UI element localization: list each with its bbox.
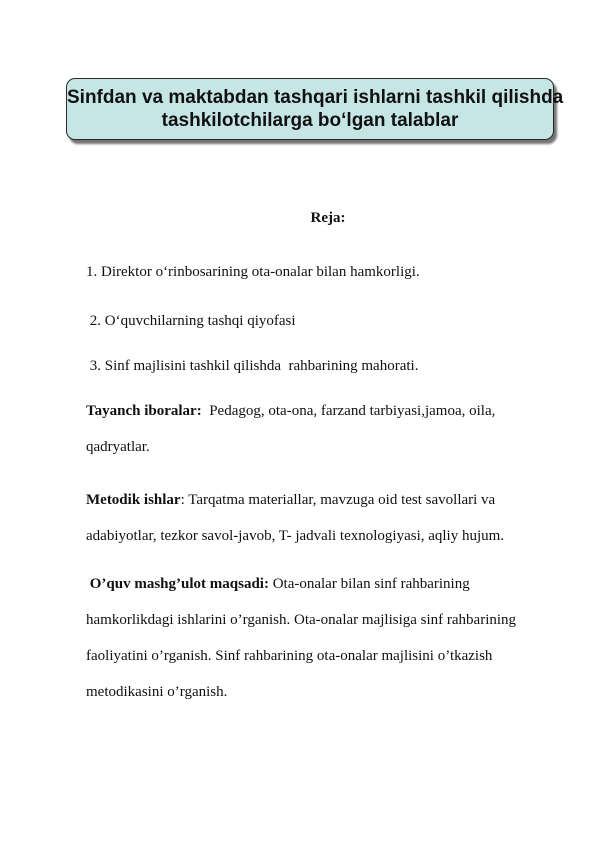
key-terms-label: Tayanch iboralar: (86, 403, 202, 419)
methods-text: : Tarqatma materiallar, mavzuga oid test savollari va adabiyotlar, tezkor savol-javob, T- jadvali texnologiyasi, aqliy hujum. (86, 492, 505, 544)
goal-paragraph (86, 566, 556, 710)
goal-text: Ota-onalar bilan sinf rahbarining hamkorlikdagi ishlarini o’rganish. Ota-onalar majlisiga sinf rahbarining faoliyatini o’rganish. Sinf rahbarining ota-onalar majlisini o’tkazish metodikasini o’rganish. (86, 576, 517, 700)
plan-item-2: 2. O‘quvchilarning tashqi qiyofasi (86, 313, 296, 329)
title-line-1: Sinfdan va maktabdan tashqari ishlarni tashkil qilishda (67, 87, 564, 108)
key-terms-paragraph (86, 393, 556, 465)
goal-label: O’quv mashg’ulot maqsadi: (86, 576, 269, 592)
plan-item-3: 3. Sinf majlisini tashkil qilishda rahbarining mahorati. (86, 358, 419, 374)
key-terms-text: Pedagog, ota-ona, farzand tarbiyasi,jamoa, oila, qadryatlar. (86, 403, 500, 455)
methods-label: Metodik ishlar (86, 492, 181, 508)
plan-heading: Reja: (310, 210, 346, 226)
plan-item-1: 1. Direktor o‘rinbosarining ota-onalar bilan hamkorligi. (86, 264, 420, 280)
title-box (66, 78, 564, 140)
methods-paragraph (86, 482, 556, 554)
title-line-2: tashkilotchilarga bo‘lgan talablar (161, 110, 459, 131)
